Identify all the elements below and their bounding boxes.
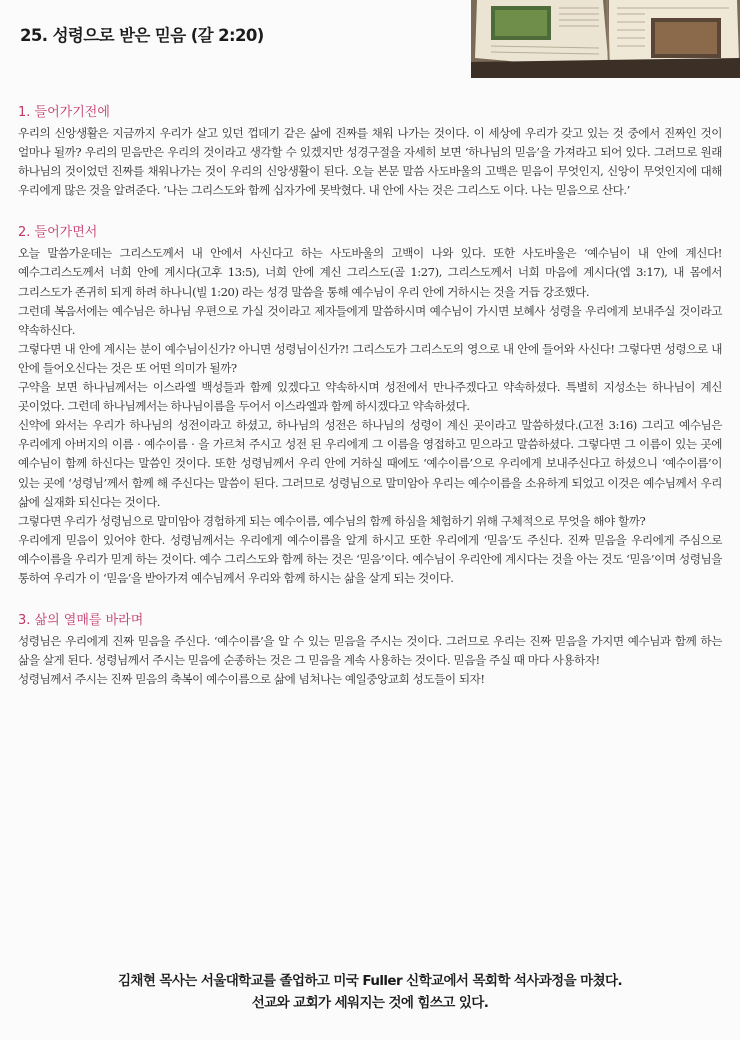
section-fruit <box>18 612 722 689</box>
section-intro <box>18 104 722 200</box>
paragraph: 그렇다면 내 안에 계시는 분이 예수님이신가? 아니면 성령님이신가?! 그리스도가 그리스도의 영으로 내 안에 들어와 사신다! 그렇다면 성령으로 내 안에 들어오신다는 것은 또 어떤 의미가 될까? <box>18 341 722 375</box>
section-heading: 1. 들어가기전에 <box>18 105 110 120</box>
paragraph: 우리에게 믿음이 있어야 한다. 성령님께서는 우리에게 예수이름을 알게 하시고 또한 우리에게 ‘믿음’도 주신다. 진짜 믿음을 우리에게 주심으로 예수이름을 우리가 믿게 하는 것이다. 예수 그리스도와 함께 하는 것은 ‘믿음’이다. 예수님이 우리안에 계시다는 것을 아는 것도 ‘믿음’이며 성령님을 통하여 우리가 이 ‘믿음’을 받아가져 예수님께서 우리와 함께 하시는 삶을 살게 되는 것이다. <box>18 532 722 585</box>
author-bio-line: 김채현 목사는 서울대학교를 졸업하고 미국 Fuller 신학교에서 목회학 석사과정을 마쳤다. <box>117 973 623 989</box>
author-bio <box>0 970 740 1014</box>
section-heading: 3. 삶의 열매를 바라며 <box>18 613 144 629</box>
paragraph: 오늘 말씀가운데는 그리스도께서 내 안에서 사신다고 하는 사도바울의 고백이 나와 있다. 또한 사도바울은 ‘예수님이 내 안에 계신다! 예수그리스도께서 너희 안에 계시다(고후 13:5), 너희 안에 계신 그리스도(골 1:27), 그리스도께서 너희 마음에 계시다(엡 3:17), 내 몸에서 그리스도가 존귀히 되게 하려 하나니(빌 1:20) 라는 성경 말씀을 통해 예수님이 우리 안에 거하시는 것을 거듭 강조했다. <box>18 246 722 299</box>
paragraph: 성령님은 우리에게 진짜 믿음을 주신다. ‘예수이름’을 알 수 있는 믿음을 주시는 것이다. 그러므로 우리는 진짜 믿음을 가지면 예수님과 함께 하는 삶을 살게 된다. 성령님께서 주시는 믿음에 순종하는 것은 그 믿음을 계속 사용하는 것이다. 믿음을 주실 때 마다 사용하자! <box>18 634 722 668</box>
article-body <box>18 104 722 713</box>
paragraph: 구약을 보면 하나님께서는 이스라엘 백성들과 함께 있겠다고 약속하시며 성전에서 만나주겠다고 약속하셨다. 특별히 지성소는 하나님이 계신 곳이었다. 그런데 하나님께서는 하나님이름을 두어서 이스라엘과 함께 하시겠다고 약속하셨다. <box>18 380 722 414</box>
section-heading: 2. 들어가면서 <box>18 225 98 241</box>
paragraph: 그런데 복음서에는 예수님은 하나님 우편으로 가실 것이라고 제자들에게 말씀하시며 예수님이 가시면 보혜사 성령을 우리에게 보내주실 것이라고 약속하신다. <box>18 303 722 337</box>
paragraph: 성령님께서 주시는 진짜 믿음의 축복이 예수이름으로 삶에 넘쳐나는 예일중앙교회 성도들이 되자! <box>18 672 485 687</box>
paragraph: 신약에 와서는 우리가 하나님의 성전이라고 하셨고, 하나님의 성전은 하나님의 성령이 계신 곳이라고 말씀하셨다.(고전 3:16) 그리고 예수님은 우리에게 아버지의 이름 · 예수이름 · 을 가르쳐 주시고 성전 된 우리에게 그 이름을 영접하고 믿으라고 말씀하셨다. 그렇다면 그 이름이 있는 곳에 예수님이 함께 하신다는 말씀인 것이다. 또한 성령님께서 우리 안에 거하실 때에도 ‘예수이름’으로 우리에게 보내주신다고 하셨으니 ‘예수이름’이 있는 곳에 ‘성령님’께서 함께 해 주신다는 말씀이 된다. 그러므로 성령님으로 말미암아 우리는 예수이름을 소유하게 되었고 이것은 예수님께서 우리 삶에 실재화 되신다는 것이다. <box>18 418 722 509</box>
paragraph: 우리의 신앙생활은 지금까지 우리가 살고 있던 껍데기 같은 삶에 진짜를 채워 나가는 것이다. 이 세상에 우리가 갖고 있는 것 중에서 진짜인 것이 얼마나 될까? 우리의 믿음만은 우리의 것이라고 생각할 수 있겠지만 성경구절을 자세히 보면 ‘하나님의 믿음’을 가져라고 되어 있다. 그러므로 원래 하나님의 것이었던 진짜를 채워나가는 것이 우리의 신앙생활이 된다. 오늘 본문 말씀 사도바울의 고백은 믿음이 무엇인지, 신앙이 무엇인지에 대해 우리에게 많은 것을 알려준다. ‘나는 그리스도와 함께 십자가에 못박혔다. 내 안에 사는 것은 그리스도 이다. 나는 믿음으로 산다.’ <box>18 126 722 198</box>
section-entering <box>18 224 722 588</box>
page-title: 25. 성령으로 받은 믿음 (갈 2:20) <box>20 26 264 45</box>
author-bio-line: 선교와 교회가 세워지는 것에 힘쓰고 있다. <box>251 995 489 1011</box>
paragraph: 그렇다면 우리가 성령님으로 말미암아 경험하게 되는 예수이름, 예수님의 함께 하심을 체험하기 위해 구체적으로 무엇을 해야 할까? <box>18 513 646 528</box>
open-bible-photo-icon <box>471 0 740 78</box>
